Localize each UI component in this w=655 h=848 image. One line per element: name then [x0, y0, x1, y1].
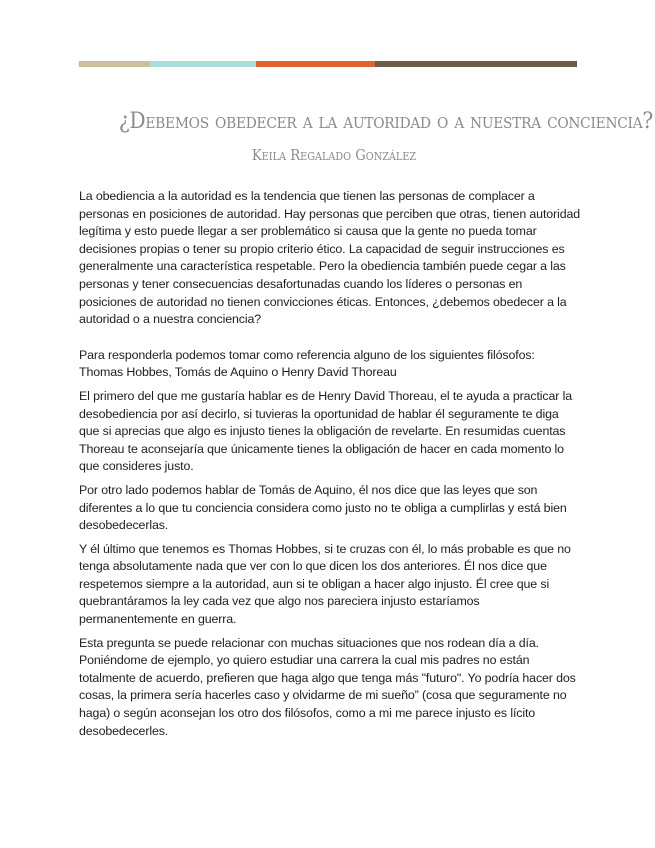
paragraph: Por otro lado podemos hablar de Tomás de Aquino, él nos dice que las leyes que son diferentes a lo que tu conciencia considera como justo no te obliga a cumplirlas y está bien desobedecerlas.	[79, 482, 567, 533]
color-bar-segment	[150, 61, 256, 67]
paragraph: Esta pregunta se puede relacionar con muchas situaciones que nos rodean día a día. Poniéndome de ejemplo, yo quiero estudiar una carrera la cual mis padres no están totalmente de acuerdo, prefieren que haga algo que tenga más "futuro". Yo podría hacer dos cosas, la primera sería hacerles caso y olvidarme de mi sueño” (cosa que seguramente no haga) o según aconsejan los otro dos filósofos, como a mi me parece injusto es lícito desobedecerles.	[79, 635, 576, 738]
paragraph: La obediencia a la autoridad es la tendencia que tienen las personas de complacer a personas en posiciones de autoridad. Hay personas que perciben que otras, tienen autoridad legítima y esto puede llegar a ser problemático si causa que la gente no pueda tomar decisiones propias o tener su propio criterio ético. La capacidad de seguir instrucciones es generalmente una característica respetable. Pero la obediencia también puede cegar a las personas y tener consecuencias desafortunadas cuando los líderes o personas en posiciones de autoridad no tienen convicciones éticas. Entonces, ¿debemos obedecer a la autoridad o a nuestra conciencia?	[79, 189, 581, 327]
document-body	[79, 188, 581, 746]
decorative-color-bar	[79, 61, 577, 67]
paragraph: El primero del que me gustaría hablar es de Henry David Thoreau, el te ayuda a practicar la desobediencia por así decirlo, si tuvieras la oportunidad de hablar él seguramente te diga que si aprecias que algo es injusto tienes la obligación de revelarte. En resumidas cuentas Thoreau te aconsejaría que únicamente tienes la obligación de hacer en cada momento lo que consideres justo.	[79, 388, 573, 474]
document-title: ¿Debemos obedecer a la autoridad o a nuestra conciencia?	[118, 109, 653, 134]
color-bar-segment	[256, 61, 375, 67]
paragraph: Y él último que tenemos es Thomas Hobbes, si te cruzas con él, lo más probable es que no tenga absolutamente nada que ver con lo que dicen los dos anteriores. Él nos dice que respetemos siempre a la autoridad, aun si te obligan a hacer algo injusto. Él cree que si quebrantáramos la ley cada vez que algo nos pareciera injusto estaríamos permanentemente en guerra.	[79, 541, 571, 627]
color-bar-segment	[79, 61, 150, 67]
document-author: Keila Regalado González	[251, 146, 417, 164]
paragraph: Para responderla podemos tomar como referencia alguno de los siguientes filósofos: Thomas Hobbes, Tomás de Aquino o Henry David Thoreau	[79, 347, 535, 380]
color-bar-segment	[375, 61, 577, 67]
